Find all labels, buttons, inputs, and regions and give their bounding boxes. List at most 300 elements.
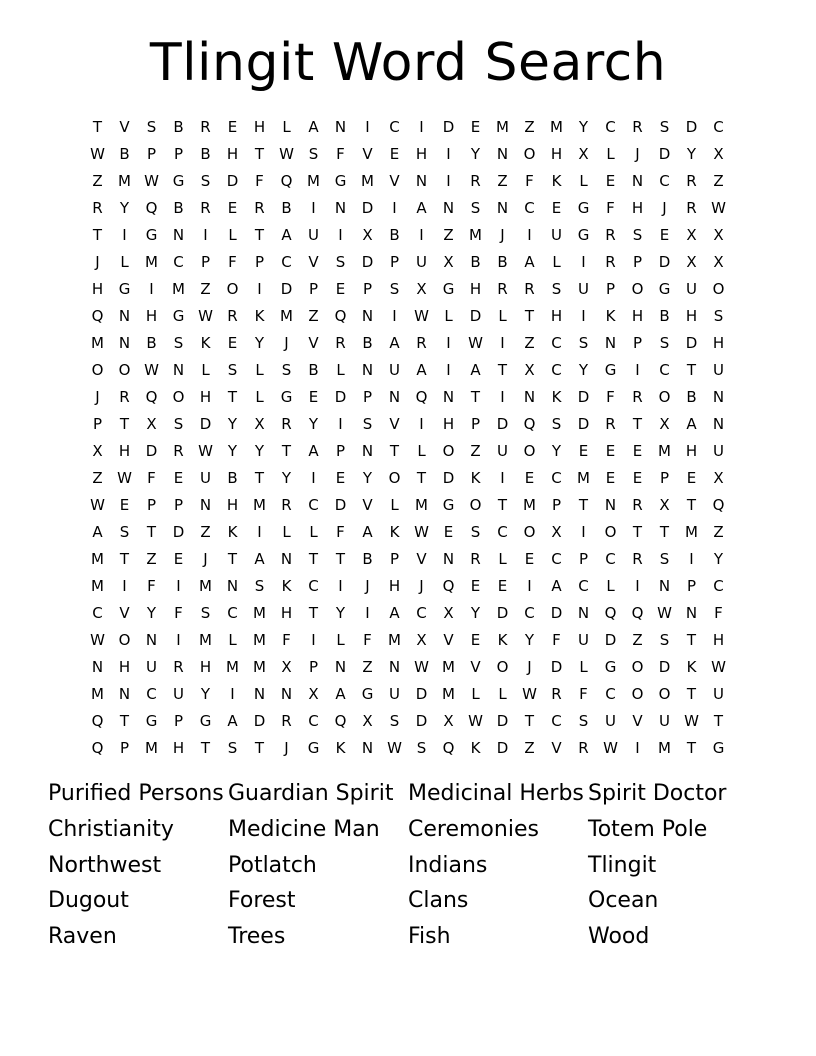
grid-letter: I [446,361,451,379]
grid-row [84,276,732,303]
grid-letter: Z [308,307,319,325]
grid-letter: C [497,523,508,541]
grid-letter: D [469,307,482,325]
grid-letter: U [389,361,400,379]
grid-letter: I [500,334,505,352]
grid-letter: W [711,658,726,676]
word-list-item: Fish [408,924,451,949]
grid-letter: C [659,361,670,379]
grid-letter: N [199,496,212,514]
grid-letter: G [145,226,158,244]
grid-letter: S [659,631,670,649]
word-list-item: Forest [228,888,296,914]
grid-letter: T [416,469,427,487]
grid-letter: F [228,253,237,271]
grid-letter: D [361,199,374,217]
grid-letter: I [338,226,343,244]
grid-letter: D [496,415,509,433]
grid-letter: I [230,685,235,703]
grid-letter: A [281,226,292,244]
grid-letter: B [227,469,238,487]
grid-letter: P [200,253,211,271]
grid-letter: J [95,388,100,406]
grid-letter: O [442,442,455,460]
grid-letter: E [119,496,130,514]
grid-letter: T [119,415,130,433]
grid-letter: A [92,523,103,541]
grid-letter: X [416,280,427,298]
grid-letter: S [227,361,238,379]
grid-row [84,546,732,573]
grid-letter: D [577,388,590,406]
grid-letter: P [389,550,400,568]
grid-letter: B [146,334,157,352]
grid-letter: R [200,118,211,136]
grid-letter: Q [415,388,428,406]
grid-letter: Y [578,118,589,136]
grid-letter: N [361,307,374,325]
grid-letter: O [172,388,185,406]
grid-letter: P [308,280,319,298]
grid-letter: W [657,604,672,622]
grid-letter: K [470,739,481,757]
grid-letter: B [389,226,400,244]
grid-letter: M [253,496,266,514]
grid-letter: N [496,199,509,217]
grid-letter: V [632,712,643,730]
grid-letter: F [282,631,291,649]
grid-letter: G [577,226,590,244]
grid-letter: T [389,442,400,460]
grid-letter: U [497,442,508,460]
grid-letter: J [284,739,289,757]
grid-letter: R [551,685,562,703]
grid-letter: H [550,307,563,325]
grid-letter: H [550,145,563,163]
grid-letter: U [578,280,589,298]
grid-letter: V [389,415,400,433]
grid-letter: H [226,496,239,514]
grid-letter: I [257,523,262,541]
grid-letter: R [686,199,697,217]
grid-letter: Z [443,226,454,244]
grid-letter: T [254,739,265,757]
grid-letter: L [471,685,480,703]
grid-letter: S [659,118,670,136]
grid-letter: H [253,118,266,136]
grid-letter: M [91,577,104,595]
grid-letter: G [658,280,671,298]
grid-letter: L [498,307,507,325]
grid-letter: I [365,118,370,136]
word-list-item: Wood [588,924,650,949]
grid-letter: Q [523,415,536,433]
grid-letter: Y [146,604,157,622]
grid-letter: I [311,199,316,217]
grid-letter: K [497,631,508,649]
grid-letter: J [203,550,208,568]
grid-letter: O [631,658,644,676]
grid-letter: U [200,469,211,487]
grid-letter: T [524,307,535,325]
grid-letter: X [551,523,562,541]
grid-row [84,411,732,438]
grid-letter: I [500,469,505,487]
grid-letter: S [659,550,670,568]
grid-letter: V [119,118,130,136]
grid-letter: U [713,685,724,703]
grid-letter: R [605,415,616,433]
grid-letter: N [685,604,698,622]
grid-letter: Y [281,469,292,487]
grid-letter: K [470,469,481,487]
grid-letter: C [605,118,616,136]
grid-letter: I [338,415,343,433]
grid-letter: T [659,523,670,541]
grid-letter: F [147,469,156,487]
grid-letter: O [631,685,644,703]
grid-letter: W [468,334,483,352]
grid-letter: P [308,658,319,676]
grid-letter: S [416,739,427,757]
grid-letter: M [91,550,104,568]
grid-letter: X [362,226,373,244]
grid-letter: H [145,307,158,325]
grid-letter: L [228,631,237,649]
grid-letter: Q [631,604,644,622]
grid-letter: I [311,469,316,487]
letter-grid [84,114,732,762]
grid-letter: T [686,361,697,379]
grid-letter: J [635,145,640,163]
grid-letter: O [388,469,401,487]
grid-letter: F [336,145,345,163]
grid-row [84,114,732,141]
grid-letter: B [362,334,373,352]
grid-letter: Q [91,712,104,730]
grid-letter: N [604,334,617,352]
grid-letter: S [200,172,211,190]
grid-letter: E [605,469,616,487]
grid-letter: Y [254,334,265,352]
grid-letter: F [714,604,723,622]
grid-letter: C [551,469,562,487]
grid-letter: M [550,118,563,136]
grid-letter: P [470,415,481,433]
grid-letter: L [606,577,615,595]
grid-letter: T [632,415,643,433]
grid-letter: O [496,658,509,676]
grid-letter: I [527,577,532,595]
grid-letter: A [470,361,481,379]
grid-letter: Z [497,172,508,190]
grid-letter: S [362,415,373,433]
grid-letter: P [92,415,103,433]
grid-letter: X [308,685,319,703]
grid-letter: E [605,172,616,190]
grid-letter: P [551,496,562,514]
grid-letter: C [308,577,319,595]
grid-letter: F [606,199,615,217]
grid-letter: E [470,118,481,136]
grid-letter: J [500,226,505,244]
grid-letter: N [442,199,455,217]
grid-letter: Z [524,739,535,757]
grid-row [84,249,732,276]
grid-letter: D [577,415,590,433]
grid-letter: X [443,604,454,622]
grid-letter: T [578,496,589,514]
grid-letter: X [443,712,454,730]
grid-letter: H [469,280,482,298]
grid-row [84,465,732,492]
grid-letter: N [442,388,455,406]
grid-letter: L [282,523,291,541]
grid-letter: T [335,550,346,568]
word-list-item: Clans [408,888,469,914]
grid-letter: W [90,631,105,649]
grid-letter: S [578,712,589,730]
grid-letter: F [579,685,588,703]
grid-letter: N [577,604,590,622]
grid-letter: M [199,631,212,649]
grid-letter: J [419,577,424,595]
grid-letter: V [362,496,373,514]
grid-letter: M [253,604,266,622]
grid-letter: T [686,685,697,703]
grid-letter: P [362,280,373,298]
grid-letter: P [254,253,265,271]
grid-letter: B [119,145,130,163]
grid-letter: E [308,388,319,406]
grid-letter: K [605,307,616,325]
grid-letter: A [416,361,427,379]
grid-letter: P [173,712,184,730]
grid-letter: F [525,172,534,190]
grid-letter: H [712,631,725,649]
grid-letter: F [255,172,264,190]
grid-letter: W [144,361,159,379]
grid-letter: R [416,334,427,352]
grid-letter: D [280,280,293,298]
grid-letter: P [632,334,643,352]
grid-letter: I [581,253,586,271]
grid-letter: O [469,496,482,514]
grid-letter: X [362,712,373,730]
grid-letter: W [90,496,105,514]
word-list-item: Dugout [48,888,129,914]
grid-letter: L [336,631,345,649]
grid-letter: S [632,226,643,244]
grid-letter: D [172,523,185,541]
grid-letter: T [146,523,157,541]
grid-letter: L [255,361,264,379]
grid-letter: B [281,199,292,217]
grid-letter: R [470,550,481,568]
grid-letter: T [497,496,508,514]
grid-letter: A [227,712,238,730]
grid-letter: I [311,631,316,649]
grid-letter: N [118,334,131,352]
grid-letter: P [389,253,400,271]
grid-letter: N [712,388,725,406]
grid-letter: Y [119,199,130,217]
grid-letter: M [388,631,401,649]
grid-letter: M [145,253,158,271]
grid-letter: E [443,523,454,541]
grid-letter: E [470,577,481,595]
grid-letter: E [173,550,184,568]
grid-letter: L [552,253,561,271]
grid-letter: B [686,388,697,406]
grid-letter: G [199,712,212,730]
grid-letter: N [442,550,455,568]
grid-letter: K [227,523,238,541]
grid-letter: T [497,361,508,379]
grid-letter: D [685,334,698,352]
grid-letter: Z [146,550,157,568]
grid-letter: B [659,307,670,325]
grid-letter: H [118,442,131,460]
grid-letter: E [578,442,589,460]
grid-letter: N [658,577,671,595]
grid-letter: K [200,334,211,352]
grid-letter: D [496,739,509,757]
grid-letter: C [551,712,562,730]
grid-letter: O [658,388,671,406]
grid-letter: Z [713,523,724,541]
grid-letter: I [419,118,424,136]
grid-letter: E [605,442,616,460]
grid-letter: C [659,172,670,190]
grid-letter: Z [92,469,103,487]
grid-row [84,573,732,600]
grid-letter: Z [200,280,211,298]
grid-letter: R [281,415,292,433]
grid-letter: R [497,280,508,298]
grid-letter: E [173,469,184,487]
grid-letter: R [281,712,292,730]
grid-letter: W [684,712,699,730]
grid-letter: T [524,712,535,730]
grid-letter: R [119,388,130,406]
grid-letter: V [362,145,373,163]
grid-letter: A [335,685,346,703]
grid-letter: L [579,658,588,676]
grid-letter: D [658,253,671,271]
grid-letter: T [227,388,238,406]
grid-letter: E [389,145,400,163]
grid-letter: T [92,226,103,244]
grid-letter: I [257,280,262,298]
grid-letter: T [119,550,130,568]
grid-letter: M [658,739,671,757]
grid-letter: S [281,361,292,379]
grid-letter: I [176,577,181,595]
grid-letter: E [632,469,643,487]
grid-letter: W [414,307,429,325]
grid-letter: B [497,253,508,271]
grid-row [84,519,732,546]
grid-letter: S [551,415,562,433]
grid-row [84,195,732,222]
grid-letter: G [442,280,455,298]
grid-letter: P [335,442,346,460]
grid-letter: O [658,685,671,703]
grid-letter: D [199,415,212,433]
grid-letter: L [444,307,453,325]
grid-letter: Q [712,496,725,514]
grid-letter: V [308,334,319,352]
grid-letter: R [281,496,292,514]
grid-letter: I [446,172,451,190]
grid-letter: M [577,469,590,487]
grid-letter: I [446,334,451,352]
grid-letter: E [551,199,562,217]
word-list-item: Indians [408,852,488,878]
word-list-item: Christianity [48,816,174,842]
grid-letter: K [551,388,562,406]
grid-letter: H [685,442,698,460]
grid-row [84,492,732,519]
grid-letter: I [392,307,397,325]
grid-letter: J [527,658,532,676]
grid-row [84,600,732,627]
grid-row [84,222,732,249]
grid-letter: O [712,280,725,298]
grid-letter: D [334,496,347,514]
grid-letter: I [203,226,208,244]
grid-letter: H [280,604,293,622]
grid-letter: X [254,415,265,433]
grid-letter: D [253,712,266,730]
grid-letter: I [176,631,181,649]
grid-letter: X [146,415,157,433]
grid-letter: E [335,280,346,298]
grid-letter: D [658,658,671,676]
grid-letter: U [578,631,589,649]
grid-letter: L [228,226,237,244]
grid-letter: Q [91,739,104,757]
grid-letter: W [711,199,726,217]
grid-letter: S [254,577,265,595]
grid-letter: M [199,577,212,595]
grid-letter: T [470,388,481,406]
grid-letter: Z [524,118,535,136]
grid-letter: N [415,172,428,190]
grid-letter: R [632,496,643,514]
grid-letter: T [254,469,265,487]
grid-letter: M [415,496,428,514]
grid-letter: N [253,685,266,703]
grid-letter: C [551,550,562,568]
grid-letter: I [581,307,586,325]
grid-letter: U [605,712,616,730]
grid-letter: I [122,577,127,595]
grid-letter: T [200,739,211,757]
word-list-item: Trees [228,924,286,949]
grid-letter: W [414,523,429,541]
grid-letter: V [416,550,427,568]
grid-letter: A [416,199,427,217]
grid-letter: C [146,685,157,703]
grid-letter: N [361,442,374,460]
grid-letter: G [280,388,293,406]
grid-letter: H [226,145,239,163]
grid-letter: X [659,496,670,514]
grid-letter: A [362,523,373,541]
grid-letter: T [686,631,697,649]
